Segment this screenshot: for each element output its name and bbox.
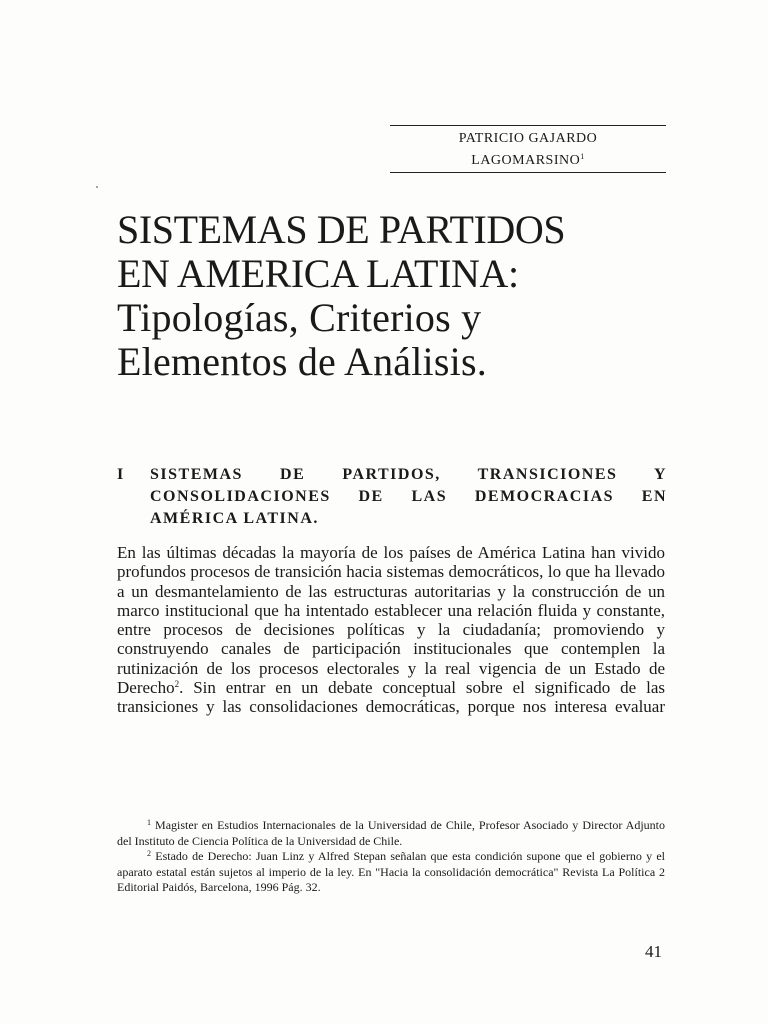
footnote-2 — [117, 849, 665, 896]
author-name — [390, 126, 666, 172]
section-number: I — [117, 466, 125, 483]
author-block — [390, 125, 666, 173]
body-paragraph — [117, 543, 665, 717]
title-line-1: SISTEMAS DE PARTIDOS — [117, 207, 566, 252]
footnote-2-mark: 2 — [147, 849, 151, 858]
footnote-1-text: Magister en Estudios Internacionales de la Universidad de Chile, Profesor Asociado y Director Adjunto del Instituto de Ciencia Política de la Universidad de Chile. — [117, 818, 666, 848]
title-line-4: Elementos de Análisis. — [117, 339, 487, 384]
article-title — [117, 208, 677, 384]
author-bottom-rule — [390, 172, 666, 173]
footnote-1 — [117, 818, 665, 849]
footnote-1-mark: 1 — [147, 818, 151, 827]
body-footnote-mark[interactable]: 2 — [174, 679, 180, 690]
scan-speck — [96, 186, 98, 188]
title-line-3: Tipologías, Criterios y — [117, 295, 482, 340]
footnotes — [117, 818, 665, 896]
body-text-part-1: En las últimas décadas la mayoría de los países de América Latina han vivido profundos procesos de transición hacia sistemas democráticos, lo que ha llevado a un desmantelamiento de las estructuras autoritarias y la construcción de un marco institucional que ha intentado establecer una relación fluida y constante, entre procesos de decisiones políticas y la ciudadanía; promoviendo y construyendo canales de participación institucionales que contemplen la rutinización de los procesos electorales y la real vigencia de un Estado de Derecho — [117, 543, 665, 698]
author-line-1: PATRICIO GAJARDO — [458, 131, 598, 146]
title-line-2: EN AMERICA LATINA: — [117, 251, 519, 296]
page-number: 41 — [645, 942, 662, 961]
author-line-2: LAGOMARSINO$^1$ — [471, 152, 585, 168]
section-heading: SISTEMAS DE PARTIDOS, TRANSICIONES Y CONSOLIDACIONES DE LAS DEMOCRACIAS EN AMÉRICA LATINA. — [150, 466, 667, 527]
body-text-part-2: . Sin entrar en un debate conceptual sobre el significado de las transiciones y las consolidaciones democráticas, porque nos interesa evaluar — [117, 678, 665, 717]
footnote-2-text: Estado de Derecho: Juan Linz y Alfred Stepan señalan que esta condición supone que el gobierno y el aparato estatal están sujetos al imperio de la ley. En "Hacia la consolidación democrática" Revista La Política 2 Editorial Paidós, Barcelona, 1996 Pág. 32. — [117, 849, 665, 894]
section-heading-block — [117, 464, 667, 530]
author-footnote-mark[interactable]: 1 — [580, 152, 585, 161]
